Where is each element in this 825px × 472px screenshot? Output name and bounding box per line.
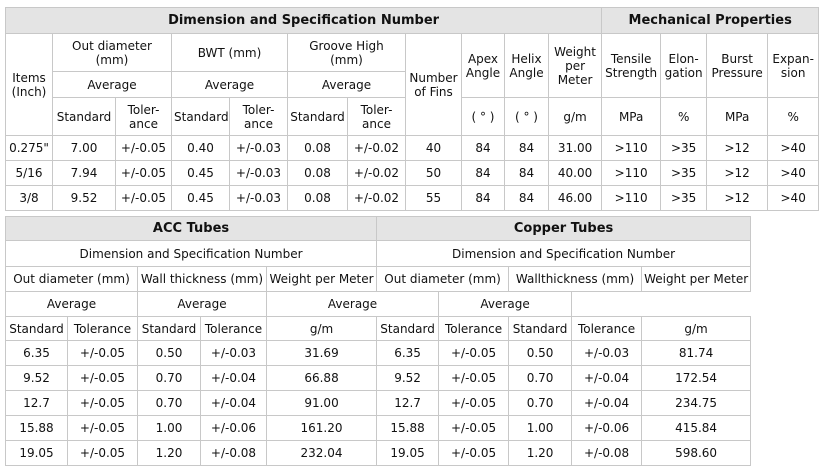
table-row [6, 161, 819, 186]
table-cell: >35 [661, 136, 707, 161]
table-cell: 40 [406, 136, 462, 161]
weight-per-meter-header: Weight per Meter [549, 34, 602, 98]
table-cell: 0.08 [288, 136, 348, 161]
standard-label: Standard [138, 317, 201, 341]
table-cell: +/-0.05 [116, 136, 172, 161]
table-cell: 84 [462, 136, 505, 161]
average-label: Average [138, 292, 267, 317]
table-cell: 40.00 [549, 161, 602, 186]
table-cell: +/-0.02 [348, 161, 406, 186]
table-cell: >40 [768, 161, 819, 186]
unit-gm-label: g/m [642, 317, 751, 341]
table-cell: 15.88 [377, 416, 439, 441]
unit-cell: MPa [602, 98, 661, 136]
table-cell: 0.70 [509, 391, 572, 416]
unit-cell: % [768, 98, 819, 136]
unit-cell: g/m [549, 98, 602, 136]
table-cell: 31.00 [549, 136, 602, 161]
apex-angle-header: Apex Angle [462, 34, 505, 98]
table-cell: +/-0.05 [68, 341, 138, 366]
acc-dimension-spec: Dimension and Specification Number [6, 241, 377, 267]
unit-cell: ( ° ) [462, 98, 505, 136]
table-cell: +/-0.04 [201, 391, 267, 416]
table-cell: 7.00 [53, 136, 116, 161]
table-cell: 46.00 [549, 186, 602, 211]
table-cell: 0.40 [172, 136, 230, 161]
table-cell: +/-0.03 [230, 161, 288, 186]
table-cell: 50 [406, 161, 462, 186]
table-cell: +/-0.04 [201, 366, 267, 391]
table-cell: +/-0.05 [68, 366, 138, 391]
table-cell: +/-0.05 [439, 366, 509, 391]
acc-out-diameter-header: Out diameter (mm) [6, 267, 138, 292]
table-cell: 31.69 [267, 341, 377, 366]
groove-high-header: Groove High (mm) [288, 34, 406, 72]
tolerance-label: Tolerance [572, 317, 642, 341]
table-cell: 5/16 [6, 161, 53, 186]
tensile-strength-header: Tensile Strength [602, 34, 661, 98]
table-cell: 598.60 [642, 441, 751, 466]
average-label: Average [439, 292, 572, 317]
table-row [6, 186, 819, 211]
table-cell: +/-0.05 [439, 391, 509, 416]
empty-cell [572, 292, 751, 317]
table-cell: >110 [602, 136, 661, 161]
table-cell: 12.7 [377, 391, 439, 416]
table-cell: 0.70 [509, 366, 572, 391]
table-cell: 12.7 [6, 391, 68, 416]
table-cell: +/-0.05 [116, 186, 172, 211]
table-cell: >12 [707, 136, 768, 161]
finned-tube-rows [6, 136, 819, 211]
table-cell: 6.35 [377, 341, 439, 366]
table-cell: 91.00 [267, 391, 377, 416]
table-cell: +/-0.05 [68, 441, 138, 466]
bwt-header: BWT (mm) [172, 34, 288, 72]
tolerance-label: Tolerance [201, 317, 267, 341]
table-cell: +/-0.02 [348, 186, 406, 211]
table-cell: 1.20 [138, 441, 201, 466]
table-cell: 1.00 [138, 416, 201, 441]
standard-label: Standard [53, 98, 116, 136]
table-cell: +/-0.03 [230, 186, 288, 211]
table-cell: 81.74 [642, 341, 751, 366]
table-cell: +/-0.04 [572, 391, 642, 416]
copper-wall-thickness-header: Wallthickness (mm) [509, 267, 642, 292]
acc-wall-thickness-header: Wall thickness (mm) [138, 267, 267, 292]
table-cell: +/-0.06 [572, 416, 642, 441]
table-row [6, 366, 751, 391]
table-cell: +/-0.05 [439, 341, 509, 366]
copper-weight-header: Weight per Meter [642, 267, 751, 292]
burst-pressure-header: Burst Pressure [707, 34, 768, 98]
table-cell: 0.08 [288, 161, 348, 186]
table-cell: +/-0.08 [201, 441, 267, 466]
tolerance-label: Toler- ance [348, 98, 406, 136]
table-cell: 15.88 [6, 416, 68, 441]
table-cell: 234.75 [642, 391, 751, 416]
table-cell: 84 [505, 161, 549, 186]
elongation-header: Elon- gation [661, 34, 707, 98]
table-cell: 55 [406, 186, 462, 211]
table-cell: 9.52 [6, 366, 68, 391]
table-cell: 0.70 [138, 391, 201, 416]
table-cell: +/-0.05 [68, 391, 138, 416]
table-cell: 161.20 [267, 416, 377, 441]
expansion-header: Expan- sion [768, 34, 819, 98]
out-diameter-header: Out diameter (mm) [53, 34, 172, 72]
copper-tubes-title: Copper Tubes [377, 217, 751, 241]
table-cell: +/-0.02 [348, 136, 406, 161]
finned-tube-spec-table [5, 7, 819, 211]
table-cell: >12 [707, 161, 768, 186]
standard-label: Standard [377, 317, 439, 341]
table-cell: 66.88 [267, 366, 377, 391]
average-label: Average [6, 292, 138, 317]
standard-label: Standard [288, 98, 348, 136]
dimension-spec-header: Dimension and Specification Number [6, 8, 602, 34]
unit-gm-label: g/m [267, 317, 377, 341]
table-cell: 0.08 [288, 186, 348, 211]
unit-cell: MPa [707, 98, 768, 136]
table-cell: 0.70 [138, 366, 201, 391]
table-cell: 1.00 [509, 416, 572, 441]
table-cell: >40 [768, 136, 819, 161]
mechanical-properties-header: Mechanical Properties [602, 8, 819, 34]
average-label: Average [267, 292, 439, 317]
table-cell: 6.35 [6, 341, 68, 366]
tube-rows [6, 341, 751, 466]
unit-cell: ( ° ) [505, 98, 549, 136]
table-cell: >35 [661, 161, 707, 186]
table-cell: 84 [505, 136, 549, 161]
average-label: Average [172, 72, 288, 98]
table-row [6, 416, 751, 441]
table-cell: +/-0.03 [230, 136, 288, 161]
table-cell: 0.50 [138, 341, 201, 366]
copper-dimension-spec: Dimension and Specification Number [377, 241, 751, 267]
tolerance-label: Tolerance [68, 317, 138, 341]
table-cell: +/-0.03 [201, 341, 267, 366]
table-cell: 84 [462, 186, 505, 211]
items-header: Items (Inch) [6, 34, 53, 136]
table-cell: >35 [661, 186, 707, 211]
table-cell: +/-0.06 [201, 416, 267, 441]
table-cell: 9.52 [377, 366, 439, 391]
table-cell: 19.05 [377, 441, 439, 466]
table-cell: +/-0.05 [68, 416, 138, 441]
acc-weight-header: Weight per Meter [267, 267, 377, 292]
table-cell: 0.275" [6, 136, 53, 161]
table-cell: >110 [602, 161, 661, 186]
table-cell: 3/8 [6, 186, 53, 211]
standard-label: Standard [6, 317, 68, 341]
table-cell: 0.45 [172, 161, 230, 186]
table-cell: 84 [462, 161, 505, 186]
table-cell: +/-0.03 [572, 341, 642, 366]
unit-cell: % [661, 98, 707, 136]
table-cell: 0.45 [172, 186, 230, 211]
acc-copper-tubes-table [5, 216, 751, 466]
average-label: Average [53, 72, 172, 98]
tolerance-label: Tolerance [439, 317, 509, 341]
table-cell: 7.94 [53, 161, 116, 186]
table-cell: +/-0.04 [572, 366, 642, 391]
table-cell: >110 [602, 186, 661, 211]
table-cell: 232.04 [267, 441, 377, 466]
standard-label: Standard [172, 98, 230, 136]
table-cell: 84 [505, 186, 549, 211]
table-cell: 19.05 [6, 441, 68, 466]
standard-label: Standard [509, 317, 572, 341]
helix-angle-header: Helix Angle [505, 34, 549, 98]
table-cell: +/-0.05 [116, 161, 172, 186]
table-cell: 0.50 [509, 341, 572, 366]
average-label: Average [288, 72, 406, 98]
number-of-fins-header: Number of Fins [406, 34, 462, 136]
tolerance-label: Toler- ance [116, 98, 172, 136]
table-cell: 9.52 [53, 186, 116, 211]
tolerance-label: Toler- ance [230, 98, 288, 136]
table-cell: +/-0.05 [439, 416, 509, 441]
table-cell: +/-0.05 [439, 441, 509, 466]
table-row [6, 441, 751, 466]
table-row [6, 136, 819, 161]
table-cell: 172.54 [642, 366, 751, 391]
table-cell: 1.20 [509, 441, 572, 466]
table-cell: +/-0.08 [572, 441, 642, 466]
table-row [6, 391, 751, 416]
acc-tubes-title: ACC Tubes [6, 217, 377, 241]
table-cell: >40 [768, 186, 819, 211]
table-row [6, 341, 751, 366]
table-cell: >12 [707, 186, 768, 211]
copper-out-diameter-header: Out diameter (mm) [377, 267, 509, 292]
table-cell: 415.84 [642, 416, 751, 441]
